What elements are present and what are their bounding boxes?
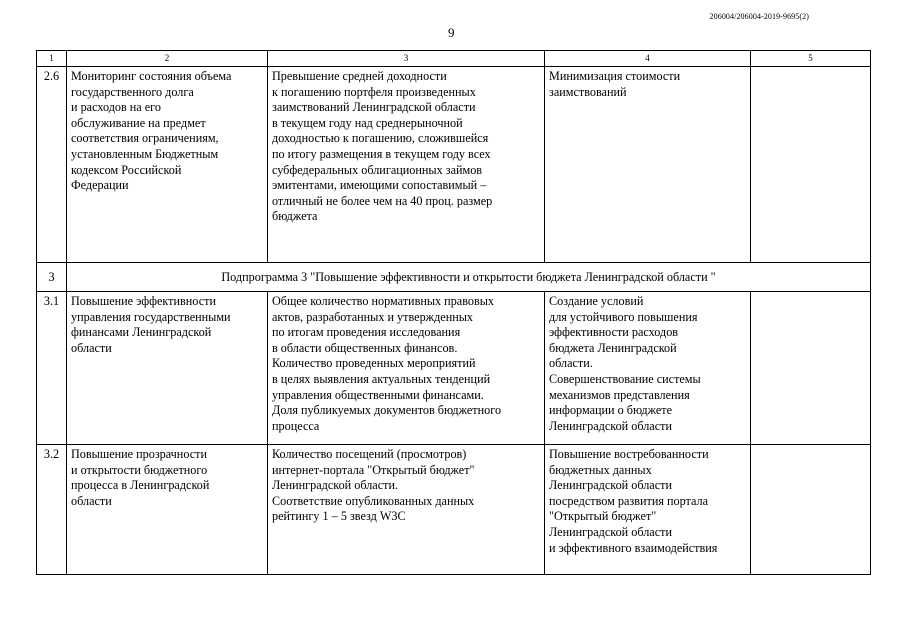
page-number: 9 [448,25,455,40]
text-line: "Открытый бюджет" [549,509,657,524]
row-number: 3.2 [37,445,67,575]
text-line: области. [549,356,593,371]
text-line: и расходов на его [71,100,161,115]
column-header-1: 1 [37,51,67,67]
row-number: 3 [37,263,67,292]
text-line: посредством развития портала [549,493,709,508]
text-line: Количество посещений (просмотров) [272,447,467,461]
text-line: процесса в Ленинградской [71,478,210,493]
note-cell [751,67,871,263]
text-line: Количество проведенных мероприятий [272,356,476,371]
text-line: заимствований Ленинградской области [272,100,476,115]
table-row [37,67,871,263]
text-line: Ленинградской области. [272,478,399,493]
text-line: бюджета [272,209,318,224]
text-line: для устойчивого повышения [549,309,698,324]
text-line: информации о бюджете [549,403,673,418]
program-table [36,50,871,575]
text-line: кодексом Российской [71,162,182,177]
table-row [37,445,871,575]
text-line: Мониторинг состояния объема [71,69,232,83]
row-number: 3.1 [37,292,67,445]
text-line: Превышение средней доходности [272,69,447,83]
result-cell [545,445,751,575]
text-line: эмитентами, имеющими сопоставимый – [272,178,487,193]
indicator-cell [268,292,545,445]
text-line: к погашению портфеля произведенных [272,84,476,99]
subprogram-title: Подпрограмма 3 "Повышение эффективности и открытости бюджета Ленинградской области " [67,263,871,292]
text-line: актов, разработанных и утвержденных [272,309,474,324]
text-line: области [71,493,112,508]
text-line: заимствований [549,84,627,99]
text-line: обслуживание на предмет [71,115,206,130]
text-line: Федерации [71,178,129,193]
text-line: управления государственными [71,309,231,324]
text-line: Доля публикуемых документов бюджетного [272,403,502,418]
note-cell [751,445,871,575]
text-line: и эффективного взаимодействия [549,540,718,555]
text-line: Ленинградской области [549,478,672,493]
row-number: 2.6 [37,67,67,263]
column-header-row [37,51,871,67]
goal-cell [67,292,268,445]
text-line: по итогам проведения исследования [272,325,461,340]
text-line: Повышение востребованности [549,447,709,461]
text-line: управления общественными финансами. [272,387,484,402]
subprogram-row [37,263,871,292]
goal-cell [67,67,268,263]
text-line: в целях выявления актуальных тенденций [272,371,491,386]
text-line: по итогу размещения в текущем году всех [272,146,491,161]
text-line: процесса [272,418,320,433]
text-line: Совершенствование системы [549,371,701,386]
text-line: Повышение эффективности [71,294,216,308]
text-line: в области общественных финансов. [272,340,458,355]
result-cell [545,67,751,263]
text-line: государственного долга [71,84,194,99]
text-line: области [71,340,112,355]
text-line: финансами Ленинградской [71,325,212,340]
text-line: рейтингу 1 – 5 звезд W3C [272,509,406,524]
text-line: доходностью к погашению, сложившейся [272,131,489,146]
text-line: бюджетных данных [549,462,652,477]
text-line: соответствия ограничениям, [71,131,219,146]
column-header-3: 3 [268,51,545,67]
text-line: субфедеральных облигационных займов [272,162,483,177]
text-line: Ленинградской области [549,524,672,539]
result-cell [545,292,751,445]
text-line: бюджета Ленинградской [549,340,677,355]
indicator-cell [268,445,545,575]
text-line: Создание условий [549,294,644,308]
text-line: Повышение прозрачности [71,447,207,461]
text-line: и открытости бюджетного [71,462,208,477]
note-cell [751,292,871,445]
column-header-2: 2 [67,51,268,67]
text-line: эффективности расходов [549,325,679,340]
text-line: Соответствие опубликованных данных [272,493,475,508]
text-line: Общее количество нормативных правовых [272,294,495,308]
table-row [37,292,871,445]
text-line: механизмов представления [549,387,690,402]
text-line: в текущем году над среднерыночной [272,115,463,130]
column-header-4: 4 [545,51,751,67]
column-header-5: 5 [751,51,871,67]
goal-cell [67,445,268,575]
indicator-cell [268,67,545,263]
document-number: 206004/206004-2019-9695(2) [709,12,809,21]
text-line: Ленинградской области [549,418,672,433]
text-line: Минимизация стоимости [549,69,681,83]
text-line: интернет-портала "Открытый бюджет" [272,462,475,477]
text-line: отличный не более чем на 40 проц. размер [272,193,493,208]
text-line: установленным Бюджетным [71,146,219,161]
